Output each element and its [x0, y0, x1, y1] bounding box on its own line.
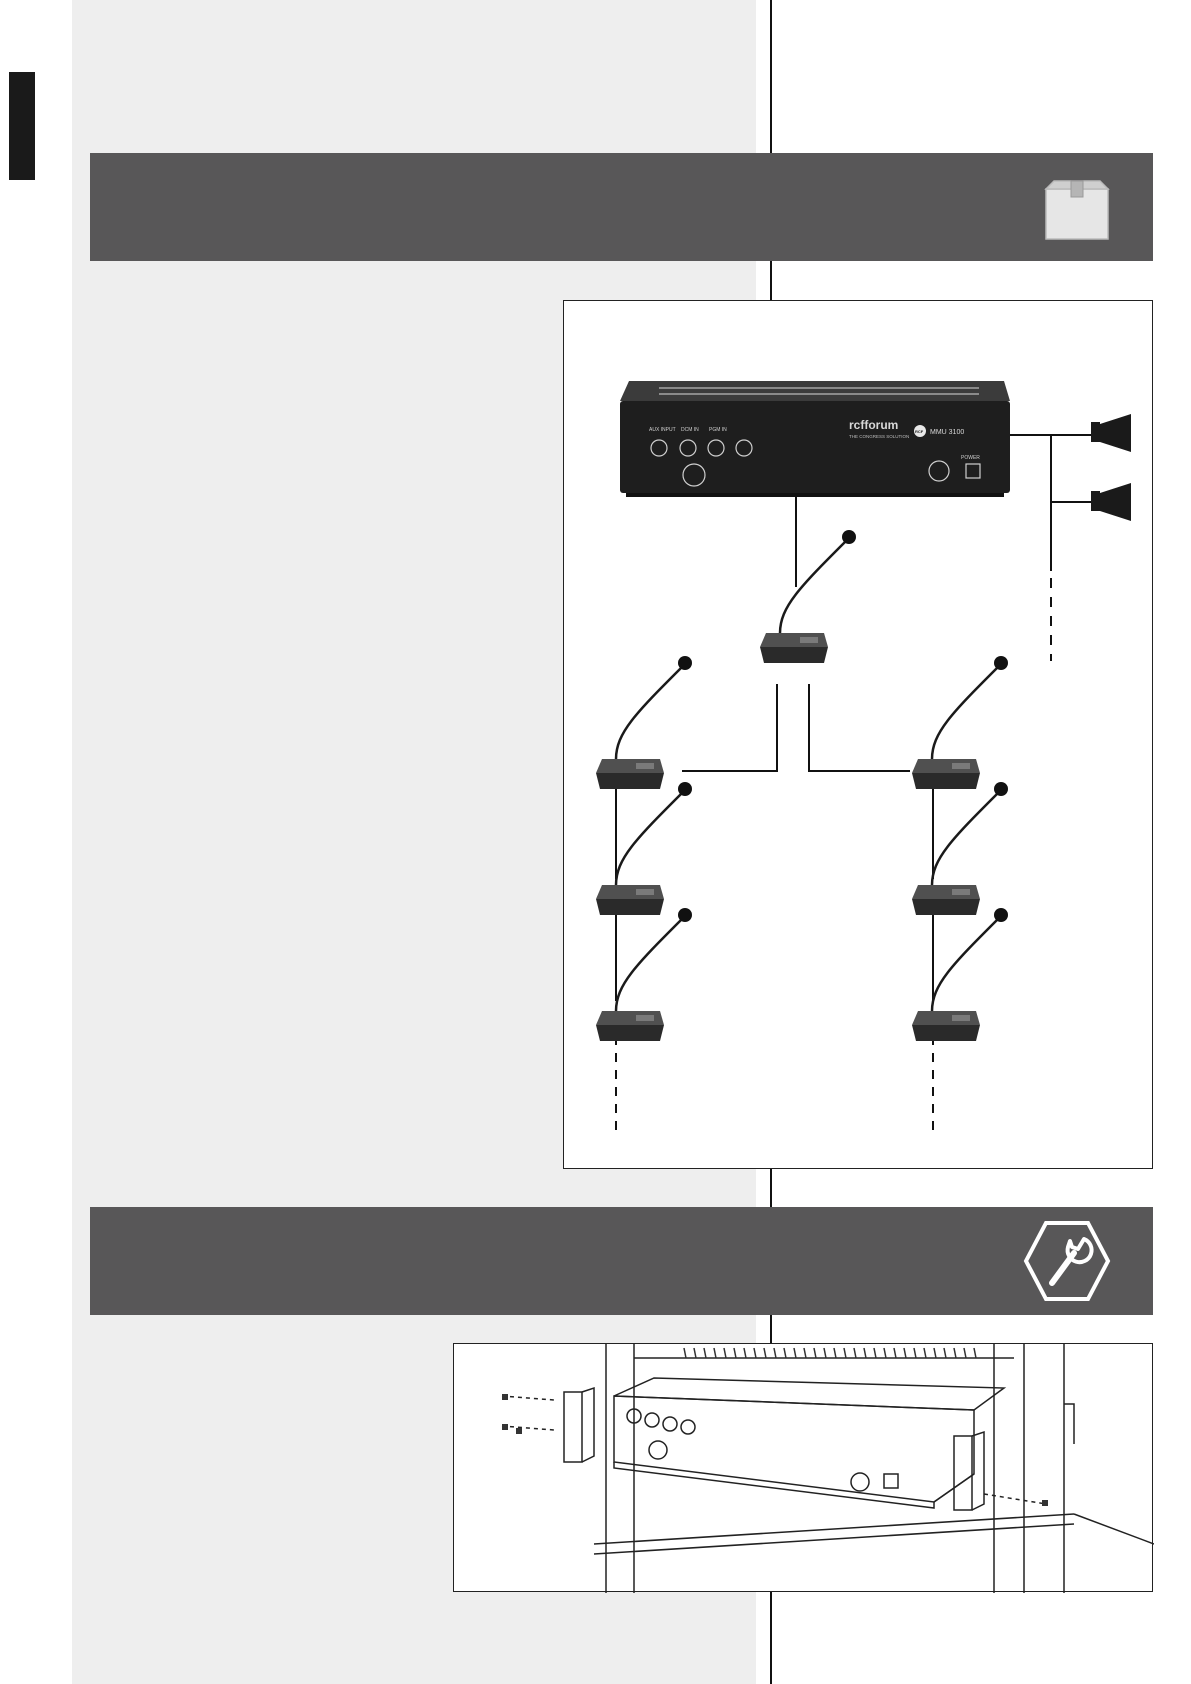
pgm-in-label: PGM IN: [709, 427, 727, 433]
brand-tagline: THE CONGRESS SOLUTION: [849, 434, 910, 439]
svg-text:RCF: RCF: [915, 429, 924, 434]
wrench-hexagon-icon: [1022, 1217, 1112, 1305]
delegate-microphone-icon: [596, 782, 692, 915]
section-banner-installation: [90, 1207, 1153, 1315]
amplifier-unit: [620, 381, 1010, 497]
aux-input-label: AUX INPUT: [649, 427, 676, 433]
system-connection-figure: [563, 300, 1153, 1169]
delegate-cabling: [616, 684, 933, 1133]
rack-mounting-figure: [453, 1343, 1153, 1592]
dcm-in-label: DCM IN: [681, 427, 699, 433]
delegate-microphone-icon: [912, 782, 1008, 915]
speaker-icon: [1091, 414, 1131, 452]
speaker-icon: [1091, 483, 1131, 521]
language-tab: [9, 72, 35, 180]
delegate-microphone-icon: [596, 656, 692, 789]
section-banner-package: [90, 153, 1153, 261]
package-box-icon: [1032, 175, 1122, 245]
chairman-microphone-icon: [760, 530, 856, 663]
delegate-microphone-icon: [912, 908, 1008, 1041]
power-label: POWER: [961, 455, 980, 461]
delegate-microphone-icon: [912, 656, 1008, 789]
model-label: MMU 3100: [930, 429, 965, 436]
brand-logo: rcfforum: [849, 418, 899, 432]
delegate-microphone-icon: [596, 908, 692, 1041]
